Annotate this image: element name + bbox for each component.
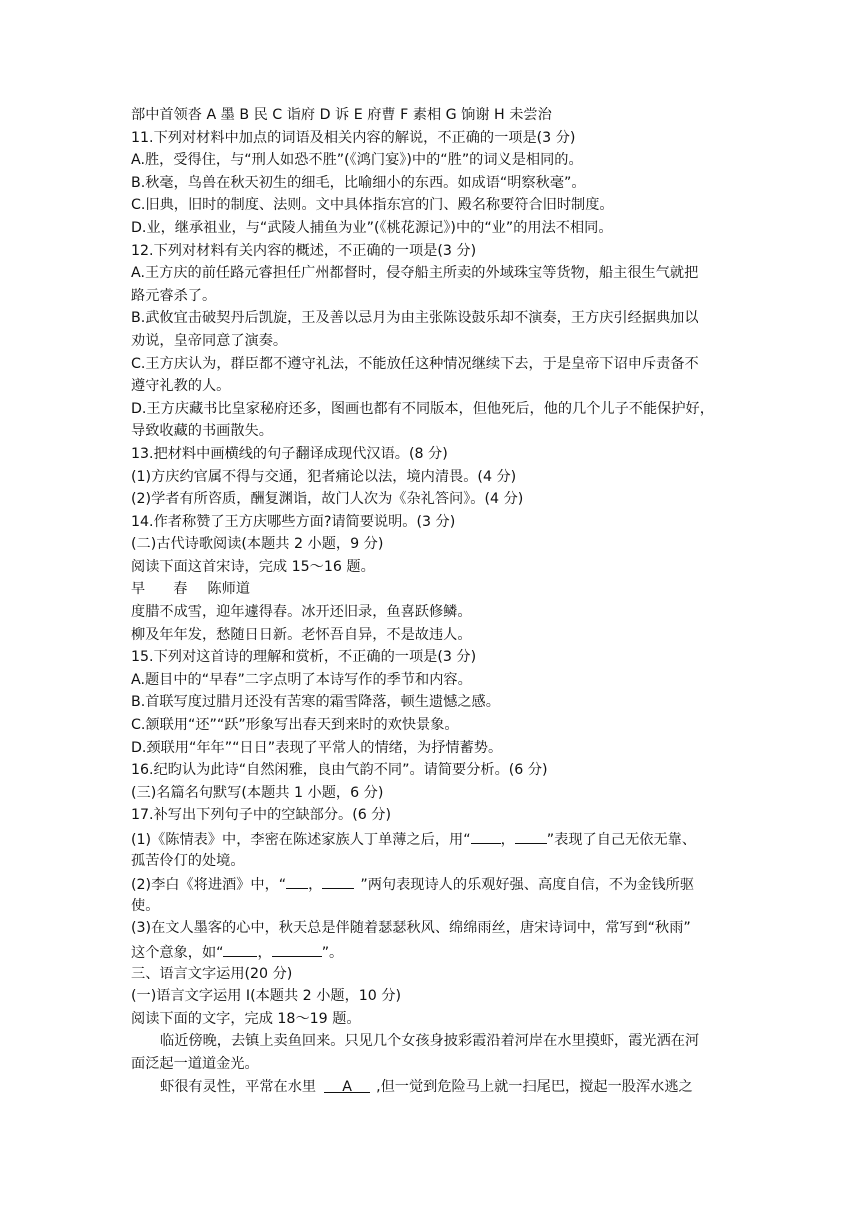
question-12: 12.下列对材料有关内容的概述，不正确的一项是(3 分) <box>131 242 477 259</box>
reading-paragraph-cont: 面泛起一道道金光。 <box>131 1055 259 1072</box>
option-line: C.旧典，旧时的制度、法则。文中具体指东宫的门、殿名称要符合旧时制度。 <box>131 197 614 214</box>
fill-text: ”。 <box>321 944 344 961</box>
fill-line-2-cont: 使。 <box>131 897 160 914</box>
blank-a[interactable]: A <box>324 1076 370 1093</box>
option-line: A.胜，受得住，与“刑人如恐不胜”(《鸿门宴》)中的“胜”的词义是相同的。 <box>131 152 583 169</box>
option-line: B.首联写度过腊月还没有苦寒的霜雪降落，顿生遗憾之感。 <box>131 694 500 711</box>
paragraph-text: 虾很有灵性，平常在水里 <box>160 1078 317 1095</box>
section-heading: (二)古代诗歌阅读(本题共 2 小题，9 分) <box>131 536 384 553</box>
fill-line-2 <box>131 872 741 895</box>
poem-line: 度腊不成雪，迎年遽得春。冰开还旧录，鱼喜跃修鳞。 <box>131 604 472 621</box>
option-line: D.业，继承祖业，与“武陵人捕鱼为业”(《桃花源记》)中的“业”的用法不相同。 <box>131 219 613 236</box>
answer-blank[interactable] <box>515 827 547 844</box>
poem-title <box>131 578 741 601</box>
option-line: C.王方庆认为，群臣都不遵守礼法，不能放任这种情况继续下去，于是皇帝下诏申斥责备不 <box>131 355 699 372</box>
question-14: 14.作者称赞了王方庆哪些方面?请简要说明。(3 分) <box>131 513 456 530</box>
option-line: D.王方庆藏书比皇家秘府还多，图画也都有不同版本，但他死后，他的几个儿子不能保护好， <box>131 400 714 417</box>
fill-line-3: (3)在文人墨客的心中，秋天总是伴随着瑟瑟秋风、绵绵雨丝，唐宋诗词中，常写到“秋雨” <box>131 920 691 937</box>
fill-comma: ， <box>257 944 272 961</box>
document-page <box>131 104 741 1098</box>
answer-blank[interactable] <box>272 940 322 957</box>
question-15: 15.下列对这首诗的理解和赏析，不正确的一项是(3 分) <box>131 649 477 666</box>
option-line: 遵守礼教的人。 <box>131 378 231 395</box>
option-line: B.武攸宜击破契丹后凯旋，王及善以忌月为由主张陈设鼓乐却不演奏，王方庆引经据典加以 <box>131 310 699 327</box>
instruction-line: 阅读下面的文字，完成 18～19 题。 <box>131 1010 361 1027</box>
option-line: D.颈联用“年年”“日日”表现了平常人的情绪，为抒情蓄势。 <box>131 739 503 756</box>
poem-title-char: 春 <box>173 581 188 598</box>
option-line: 导致收藏的书画散失。 <box>131 423 273 440</box>
instruction-line: 阅读下面这首宋诗，完成 15～16 题。 <box>131 558 375 575</box>
fill-text: ”两句表现诗人的乐观好强、高度自信，不为金钱所驱 <box>360 877 695 894</box>
fill-text: 这个意象，如“ <box>131 944 224 961</box>
section-heading: (三)名篇名句默写(本题共 1 小题，6 分) <box>131 784 384 801</box>
sub-question: (2)学者有所咨质，酬复渊诣，故门人次为《杂礼答问》。(4 分) <box>131 491 524 508</box>
text-line: 部中首领沓 A 墨 B 民 C 诣府 D 诉 E 府曹 F 素相 G 饷谢 H 未尝治 <box>131 107 552 123</box>
reading-paragraph <box>131 1076 741 1099</box>
fill-comma: ， <box>308 877 323 894</box>
option-line: 路元睿杀了。 <box>131 287 217 304</box>
answer-blank[interactable] <box>322 872 354 889</box>
question-16: 16.纪昀认为此诗“自然闲雅，良由气韵不同”。请简要分析。(6 分) <box>131 762 548 779</box>
poem-title-char: 早 <box>131 581 146 598</box>
section-heading: 三、语言文字运用(20 分) <box>131 965 293 982</box>
option-line: A.题目中的“早春”二字点明了本诗写作的季节和内容。 <box>131 671 472 688</box>
fill-line-1 <box>131 827 741 850</box>
sub-question: (1)方庆约官属不得与交通，犯者痛论以法，境内清畏。(4 分) <box>131 468 517 485</box>
section-heading: (一)语言文字运用 I(本题共 2 小题，10 分) <box>131 988 402 1005</box>
poem-author: 陈师道 <box>207 581 250 598</box>
answer-blank[interactable] <box>471 827 501 844</box>
option-line: B.秋毫，鸟兽在秋天初生的细毛，比喻细小的东西。如成语“明察秋毫”。 <box>131 174 586 191</box>
answer-blank[interactable] <box>223 940 257 957</box>
fill-text: (1)《陈情表》中，李密在陈述家族人丁单薄之后，用“ <box>131 832 471 848</box>
answer-blank[interactable] <box>286 872 308 889</box>
option-line: A.王方庆的前任路元睿担任广州都督时，侵夺船主所卖的外域珠宝等货物，船主很生气就把 <box>131 265 699 282</box>
paragraph-text: ,但一觉到危险马上就一扫尾巴，搅起一股浑水逃之 <box>376 1078 693 1095</box>
question-13: 13.把材料中画横线的句子翻译成现代汉语。(8 分) <box>131 445 448 462</box>
fill-text: ”表现了自己无依无靠、 <box>546 832 697 848</box>
option-line: C.颔联用“还”“跃”形象写出春天到来时的欢快景象。 <box>131 717 459 734</box>
fill-comma: ， <box>500 832 515 848</box>
question-11: 11.下列对材料中加点的词语及相关内容的解说，不正确的一项是(3 分) <box>131 129 576 146</box>
poem-line: 柳及年年发，愁随日日新。老怀吾自异，不是故违人。 <box>131 626 472 643</box>
reading-paragraph: 临近傍晚，去镇上卖鱼回来。只见几个女孩身披彩霞沿着河岸在水里摸虾，霞光洒在河 <box>160 1033 700 1050</box>
question-17: 17.补写出下列句子中的空缺部分。(6 分) <box>131 807 391 824</box>
fill-line-3-cont <box>131 940 741 963</box>
fill-text: (2)李白《将进酒》中，“ <box>131 877 287 894</box>
option-line: 劝说，皇帝同意了演奏。 <box>131 332 288 349</box>
fill-line-1-cont: 孤苦伶仃的处境。 <box>131 852 245 869</box>
